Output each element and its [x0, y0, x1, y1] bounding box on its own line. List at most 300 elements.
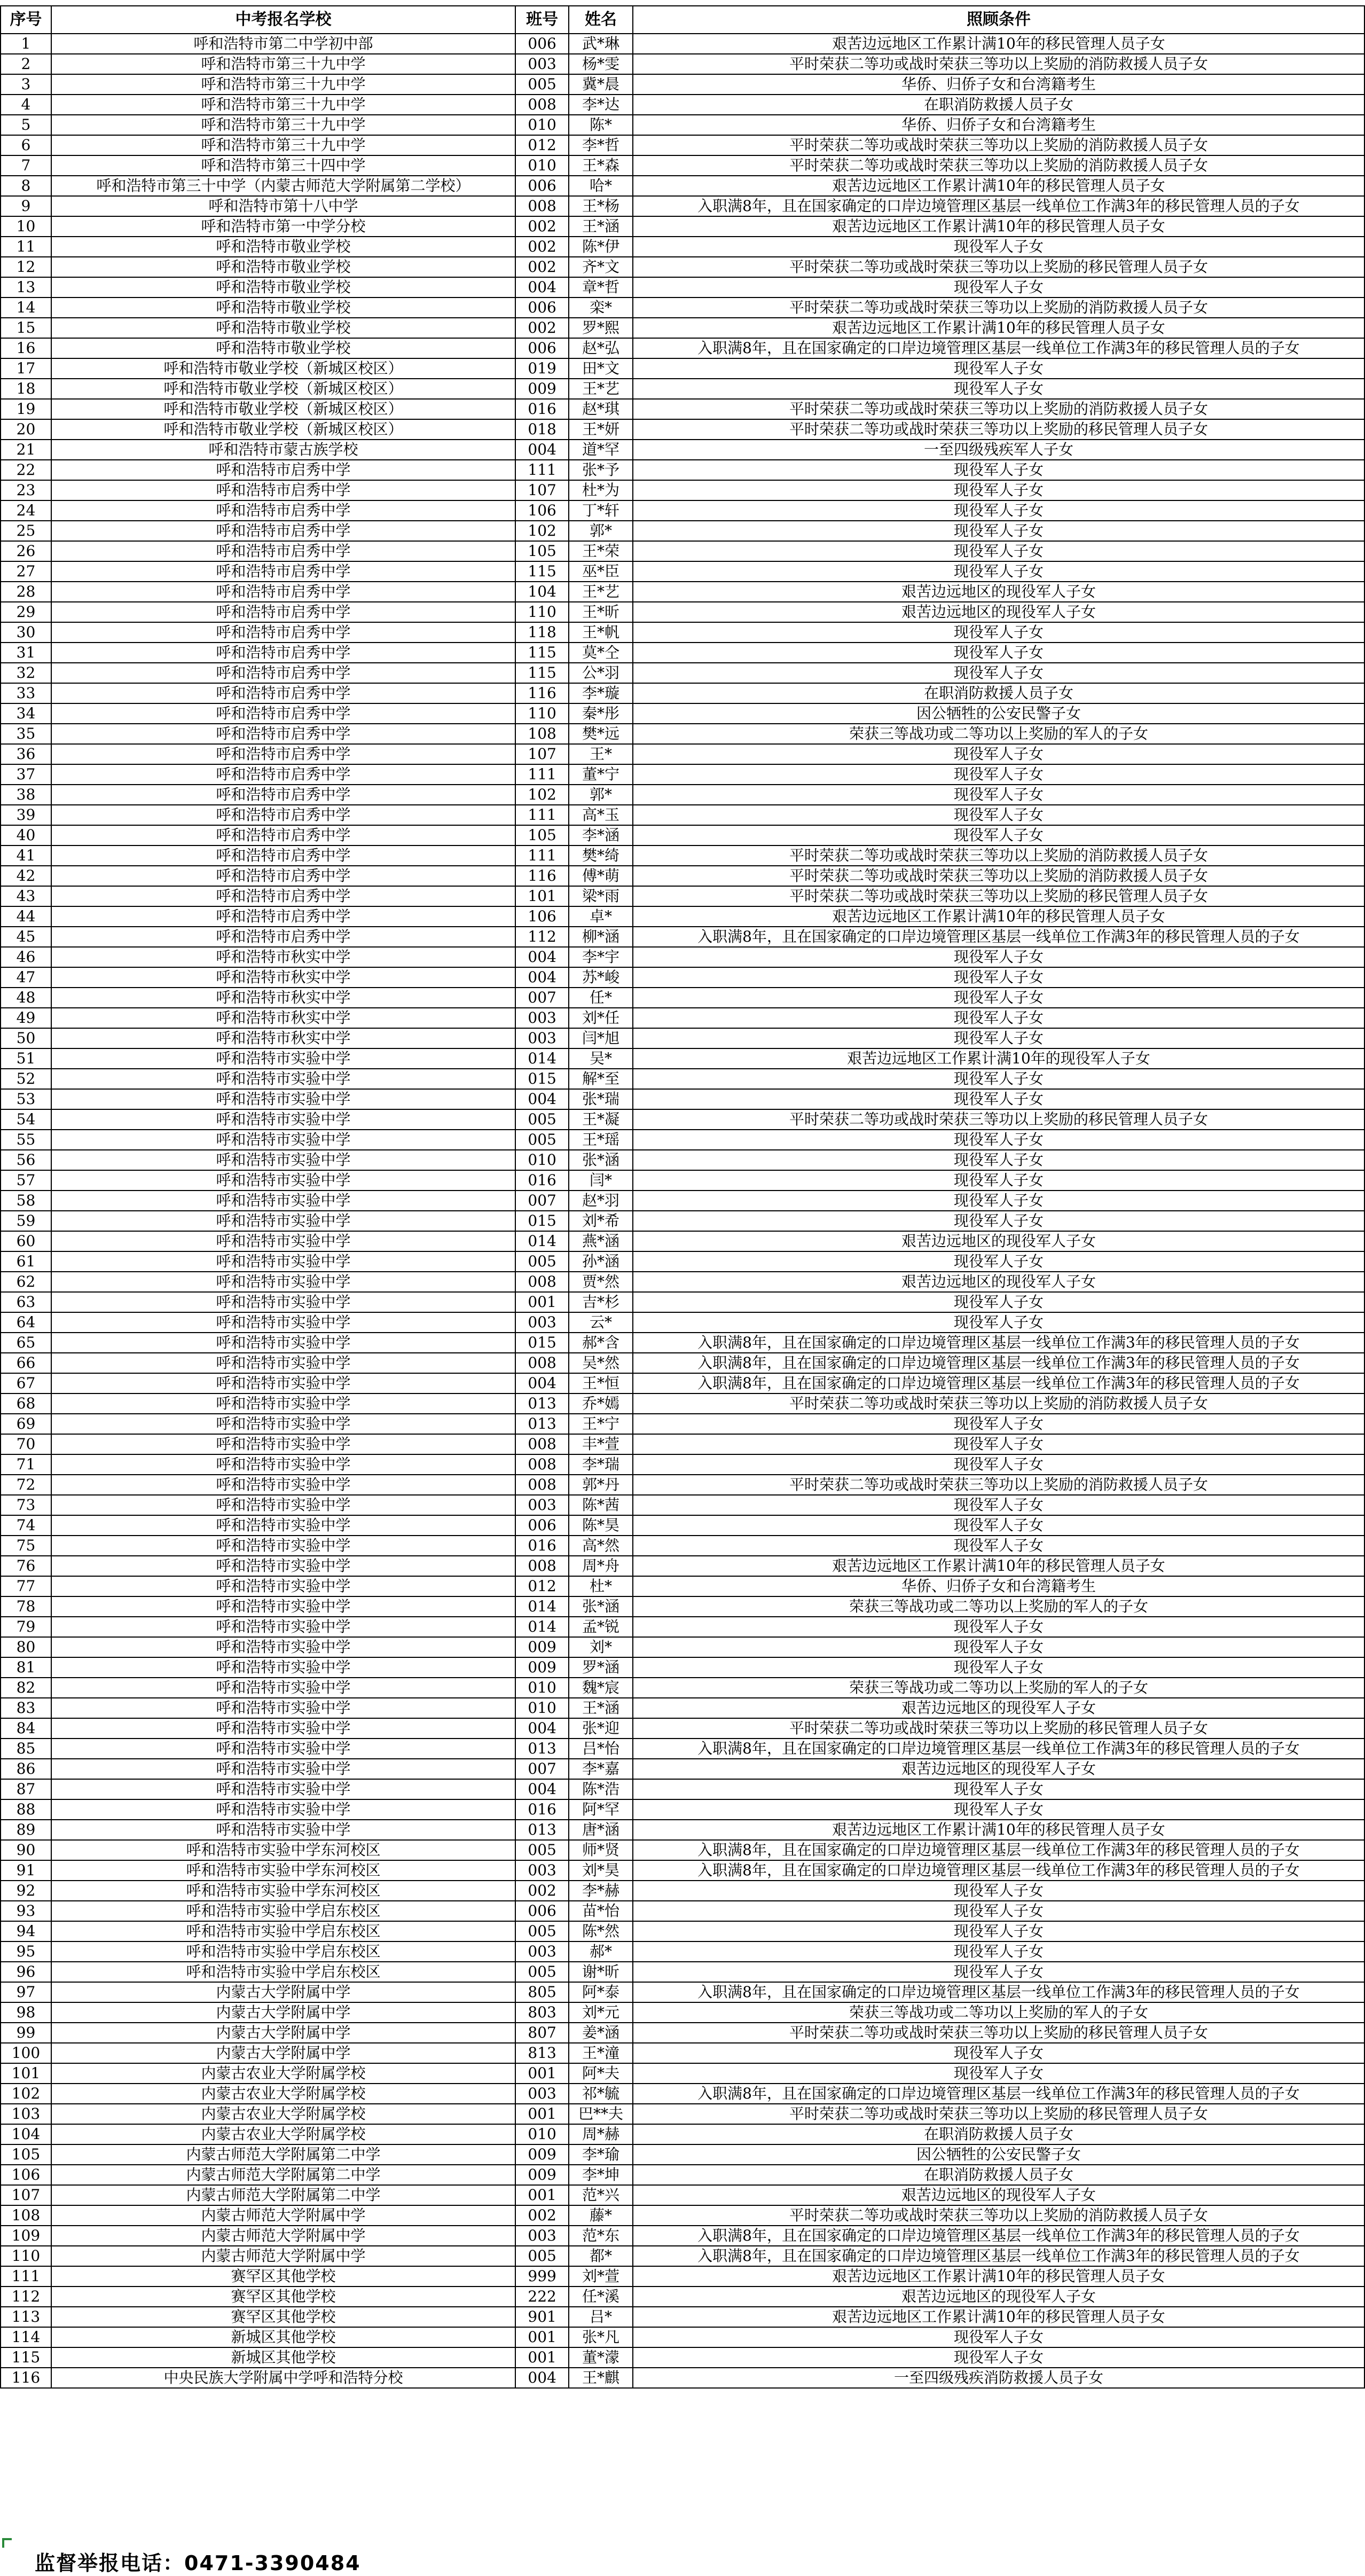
- cell-condition: 艰苦边远地区的现役军人子女: [633, 1272, 1364, 1292]
- cell-index: 60: [1, 1231, 51, 1251]
- cell-condition: 一至四级残疾军人子女: [633, 440, 1364, 460]
- table-row: [1, 1678, 1364, 1698]
- cell-condition: 现役军人子女: [633, 805, 1364, 825]
- cell-condition: 平时荣获二等功或战时荣获三等功以上奖励的消防救援人员子女: [633, 1475, 1364, 1495]
- cell-class: 018: [515, 419, 569, 440]
- cell-name: 傅*萌: [569, 866, 633, 886]
- cell-index: 109: [1, 2226, 51, 2246]
- cell-condition: 现役军人子女: [633, 1028, 1364, 1048]
- cell-index: 103: [1, 2104, 51, 2124]
- cell-school: 呼和浩特市启秀中学: [51, 663, 515, 683]
- cell-name: 王*麒: [569, 2368, 633, 2388]
- cell-index: 107: [1, 2185, 51, 2205]
- cell-condition: 现役军人子女: [633, 358, 1364, 379]
- cell-name: 董*宁: [569, 764, 633, 785]
- cell-class: 015: [515, 1333, 569, 1353]
- cell-condition: 华侨、归侨子女和台湾籍考生: [633, 74, 1364, 95]
- cell-index: 18: [1, 379, 51, 399]
- cell-school: 赛罕区其他学校: [51, 2307, 515, 2327]
- cell-class: 013: [515, 1820, 569, 1840]
- cell-school: 呼和浩特市启秀中学: [51, 785, 515, 805]
- cell-school: 呼和浩特市第十八中学: [51, 196, 515, 216]
- cell-class: 803: [515, 2002, 569, 2023]
- cell-school: 呼和浩特市实验中学启东校区: [51, 1962, 515, 1982]
- table-row: [1, 257, 1364, 277]
- table-row: [1, 1048, 1364, 1069]
- cell-class: 010: [515, 2124, 569, 2144]
- table-row: [1, 663, 1364, 683]
- table-row: [1, 582, 1364, 602]
- cell-index: 26: [1, 541, 51, 561]
- cell-name: 郭*: [569, 521, 633, 541]
- cell-index: 99: [1, 2023, 51, 2043]
- cell-school: 呼和浩特市启秀中学: [51, 602, 515, 622]
- cell-name: 王*艺: [569, 379, 633, 399]
- cell-index: 102: [1, 2084, 51, 2104]
- cell-school: 内蒙古大学附属中学: [51, 1982, 515, 2002]
- table-row: [1, 1393, 1364, 1414]
- cell-name: 阿*夫: [569, 2063, 633, 2084]
- cell-name: 孙*涵: [569, 1251, 633, 1272]
- cell-name: 李*宇: [569, 947, 633, 967]
- cell-name: 李*涵: [569, 825, 633, 845]
- cell-condition: 平时荣获二等功或战时荣获三等功以上奖励的消防救援人员子女: [633, 135, 1364, 155]
- cell-name: 道*罕: [569, 440, 633, 460]
- cell-school: 赛罕区其他学校: [51, 2287, 515, 2307]
- cell-class: 009: [515, 1637, 569, 1657]
- cell-condition: 艰苦边远地区的现役军人子女: [633, 2287, 1364, 2307]
- cell-class: 016: [515, 1799, 569, 1820]
- cell-condition: 入职满8年，且在国家确定的口岸边境管理区基层一线单位工作满3年的移民管理人员的子女: [633, 1840, 1364, 1860]
- cell-class: 013: [515, 1739, 569, 1759]
- cell-class: 007: [515, 1759, 569, 1779]
- cell-class: 115: [515, 643, 569, 663]
- cell-class: 106: [515, 906, 569, 927]
- cell-name: 任*溪: [569, 2287, 633, 2307]
- cell-condition: 现役军人子女: [633, 277, 1364, 297]
- cell-class: 013: [515, 1414, 569, 1434]
- table-row: [1, 1596, 1364, 1617]
- cell-index: 96: [1, 1962, 51, 1982]
- cell-class: 008: [515, 1475, 569, 1495]
- cell-index: 62: [1, 1272, 51, 1292]
- cell-name: 陈*茜: [569, 1495, 633, 1515]
- cell-name: 王*帆: [569, 622, 633, 643]
- cell-index: 51: [1, 1048, 51, 1069]
- table-row: [1, 2063, 1364, 2084]
- cell-class: 008: [515, 95, 569, 115]
- table-row: [1, 1860, 1364, 1881]
- cell-index: 50: [1, 1028, 51, 1048]
- cell-name: 莫*仝: [569, 643, 633, 663]
- cell-index: 70: [1, 1434, 51, 1454]
- table-row: [1, 155, 1364, 176]
- table-row: [1, 1475, 1364, 1495]
- cell-condition: 现役军人子女: [633, 1779, 1364, 1799]
- cell-condition: 在职消防救援人员子女: [633, 2124, 1364, 2144]
- cell-condition: 现役军人子女: [633, 1251, 1364, 1272]
- cell-class: 222: [515, 2287, 569, 2307]
- cell-condition: 艰苦边远地区工作累计满10年的移民管理人员子女: [633, 318, 1364, 338]
- cell-index: 79: [1, 1617, 51, 1637]
- cell-school: 内蒙古师范大学附属中学: [51, 2226, 515, 2246]
- cell-name: 云*: [569, 1312, 633, 1333]
- table-row: [1, 703, 1364, 724]
- table-row: [1, 1191, 1364, 1211]
- cell-class: 016: [515, 399, 569, 419]
- cell-school: 呼和浩特市实验中学: [51, 1109, 515, 1130]
- table-row: [1, 683, 1364, 703]
- cell-index: 21: [1, 440, 51, 460]
- cell-index: 35: [1, 724, 51, 744]
- table-row: [1, 1820, 1364, 1840]
- cell-index: 78: [1, 1596, 51, 1617]
- table-row: [1, 95, 1364, 115]
- cell-index: 16: [1, 338, 51, 358]
- table-row: [1, 1617, 1364, 1637]
- table-row: [1, 460, 1364, 480]
- table-row: [1, 1454, 1364, 1475]
- cell-school: 呼和浩特市启秀中学: [51, 541, 515, 561]
- table-row: [1, 480, 1364, 500]
- cell-index: 87: [1, 1779, 51, 1799]
- cell-school: 呼和浩特市第一中学分校: [51, 216, 515, 237]
- cell-name: 郭*: [569, 785, 633, 805]
- cell-name: 张*涵: [569, 1596, 633, 1617]
- cell-class: 004: [515, 967, 569, 988]
- cell-condition: 艰苦边远地区的现役军人子女: [633, 1759, 1364, 1779]
- cell-name: 王*瑶: [569, 1130, 633, 1150]
- cell-class: 807: [515, 2023, 569, 2043]
- cell-school: 呼和浩特市敬业学校: [51, 338, 515, 358]
- cell-name: 乔*嫣: [569, 1393, 633, 1414]
- cell-corner-marker: [2, 2538, 12, 2548]
- cell-index: 101: [1, 2063, 51, 2084]
- cell-condition: 现役军人子女: [633, 1536, 1364, 1556]
- cell-index: 29: [1, 602, 51, 622]
- cell-name: 藤*: [569, 2205, 633, 2226]
- cell-class: 002: [515, 1881, 569, 1901]
- cell-name: 吉*杉: [569, 1292, 633, 1312]
- table-row: [1, 338, 1364, 358]
- cell-class: 115: [515, 561, 569, 582]
- cell-name: 杜*为: [569, 480, 633, 500]
- table-row: [1, 2124, 1364, 2144]
- table-row: [1, 399, 1364, 419]
- cell-condition: 现役军人子女: [633, 1941, 1364, 1962]
- cell-condition: 一至四级残疾消防救援人员子女: [633, 2368, 1364, 2388]
- cell-class: 003: [515, 54, 569, 74]
- cell-condition: 现役军人子女: [633, 1434, 1364, 1454]
- cell-class: 003: [515, 2084, 569, 2104]
- cell-class: 116: [515, 683, 569, 703]
- cell-index: 57: [1, 1170, 51, 1191]
- cell-name: 燕*涵: [569, 1231, 633, 1251]
- cell-class: 003: [515, 2226, 569, 2246]
- cell-condition: 入职满8年，且在国家确定的口岸边境管理区基层一线单位工作满3年的移民管理人员的子女: [633, 338, 1364, 358]
- table-row: [1, 1901, 1364, 1921]
- cell-name: 阿*罕: [569, 1799, 633, 1820]
- cell-condition: 平时荣获二等功或战时荣获三等功以上奖励的移民管理人员子女: [633, 257, 1364, 277]
- table-row: [1, 176, 1364, 196]
- table-row: [1, 1130, 1364, 1150]
- cell-school: 呼和浩特市实验中学: [51, 1454, 515, 1475]
- cell-name: 齐*文: [569, 257, 633, 277]
- cell-condition: 平时荣获二等功或战时荣获三等功以上奖励的消防救援人员子女: [633, 1393, 1364, 1414]
- table-row: [1, 277, 1364, 297]
- cell-index: 4: [1, 95, 51, 115]
- cell-school: 呼和浩特市实验中学: [51, 1637, 515, 1657]
- cell-school: 呼和浩特市实验中学东河校区: [51, 1840, 515, 1860]
- cell-condition: 艰苦边远地区工作累计满10年的现役军人子女: [633, 1048, 1364, 1069]
- table-row: [1, 1921, 1364, 1941]
- cell-school: 呼和浩特市实验中学: [51, 1475, 515, 1495]
- cell-school: 呼和浩特市启秀中学: [51, 866, 515, 886]
- cell-name: 王*艺: [569, 582, 633, 602]
- table-row: [1, 1576, 1364, 1596]
- cell-name: 李*达: [569, 95, 633, 115]
- cell-condition: 因公牺牲的公安民警子女: [633, 2144, 1364, 2165]
- cell-class: 108: [515, 724, 569, 744]
- cell-index: 34: [1, 703, 51, 724]
- cell-index: 27: [1, 561, 51, 582]
- cell-class: 015: [515, 1069, 569, 1089]
- cell-school: 呼和浩特市第三十九中学: [51, 54, 515, 74]
- cell-name: 哈*: [569, 176, 633, 196]
- cell-name: 王*: [569, 744, 633, 764]
- cell-class: 111: [515, 460, 569, 480]
- cell-name: 李*哲: [569, 135, 633, 155]
- table-row: [1, 1739, 1364, 1759]
- cell-condition: 现役军人子女: [633, 663, 1364, 683]
- cell-condition: 荣获三等战功或二等功以上奖励的军人的子女: [633, 1596, 1364, 1617]
- cell-name: 李*坤: [569, 2165, 633, 2185]
- cell-class: 010: [515, 1698, 569, 1718]
- cell-index: 44: [1, 906, 51, 927]
- cell-index: 54: [1, 1109, 51, 1130]
- cell-index: 11: [1, 237, 51, 257]
- cell-index: 77: [1, 1576, 51, 1596]
- cell-index: 115: [1, 2347, 51, 2368]
- cell-condition: 现役军人子女: [633, 1901, 1364, 1921]
- cell-school: 呼和浩特市第二中学初中部: [51, 34, 515, 54]
- cell-class: 001: [515, 2347, 569, 2368]
- cell-school: 呼和浩特市实验中学: [51, 1718, 515, 1739]
- cell-class: 002: [515, 216, 569, 237]
- cell-name: 魏*宸: [569, 1678, 633, 1698]
- cell-school: 呼和浩特市实验中学: [51, 1089, 515, 1109]
- cell-name: 吴*然: [569, 1353, 633, 1373]
- table-row: [1, 1434, 1364, 1454]
- cell-condition: 平时荣获二等功或战时荣获三等功以上奖励的消防救援人员子女: [633, 155, 1364, 176]
- table-row: [1, 2144, 1364, 2165]
- cell-class: 002: [515, 2205, 569, 2226]
- cell-name: 刘*任: [569, 1008, 633, 1028]
- cell-index: 86: [1, 1759, 51, 1779]
- cell-index: 52: [1, 1069, 51, 1089]
- cell-school: 呼和浩特市启秀中学: [51, 683, 515, 703]
- cell-index: 28: [1, 582, 51, 602]
- cell-school: 呼和浩特市第三十四中学: [51, 155, 515, 176]
- cell-condition: 艰苦边远地区工作累计满10年的移民管理人员子女: [633, 216, 1364, 237]
- cell-school: 呼和浩特市秋实中学: [51, 988, 515, 1008]
- cell-school: 呼和浩特市第三十中学（内蒙古师范大学附属第二学校）: [51, 176, 515, 196]
- cell-name: 闫*: [569, 1170, 633, 1191]
- cell-class: 107: [515, 744, 569, 764]
- table-row: [1, 927, 1364, 947]
- table-row: [1, 379, 1364, 399]
- cell-name: 王*荣: [569, 541, 633, 561]
- cell-index: 41: [1, 845, 51, 866]
- cell-condition: 现役军人子女: [633, 1799, 1364, 1820]
- cell-index: 59: [1, 1211, 51, 1231]
- cell-school: 呼和浩特市启秀中学: [51, 703, 515, 724]
- cell-class: 106: [515, 500, 569, 521]
- cell-school: 呼和浩特市敬业学校（新城区校区）: [51, 419, 515, 440]
- cell-condition: 华侨、归侨子女和台湾籍考生: [633, 115, 1364, 135]
- cell-index: 31: [1, 643, 51, 663]
- cell-name: 吕*: [569, 2307, 633, 2327]
- cell-class: 013: [515, 1393, 569, 1414]
- cell-condition: 艰苦边远地区工作累计满10年的移民管理人员子女: [633, 2266, 1364, 2287]
- header-school: 中考报名学校: [51, 6, 515, 34]
- cell-name: 王*妍: [569, 419, 633, 440]
- cell-class: 019: [515, 358, 569, 379]
- cell-index: 40: [1, 825, 51, 845]
- cell-school: 呼和浩特市启秀中学: [51, 886, 515, 906]
- table-row: [1, 805, 1364, 825]
- cell-condition: 现役军人子女: [633, 622, 1364, 643]
- cell-name: 吴*: [569, 1048, 633, 1069]
- cell-index: 116: [1, 2368, 51, 2388]
- cell-condition: 荣获三等战功或二等功以上奖励的军人的子女: [633, 2002, 1364, 2023]
- cell-name: 杨*雯: [569, 54, 633, 74]
- cell-condition: 平时荣获二等功或战时荣获三等功以上奖励的移民管理人员子女: [633, 1718, 1364, 1739]
- cell-class: 003: [515, 1312, 569, 1333]
- cell-condition: 现役军人子女: [633, 1637, 1364, 1657]
- table-body: [1, 34, 1364, 2388]
- cell-name: 陈*: [569, 115, 633, 135]
- table-row: [1, 886, 1364, 906]
- table-row: [1, 135, 1364, 155]
- table-row: [1, 1251, 1364, 1272]
- table-row: [1, 237, 1364, 257]
- cell-condition: 平时荣获二等功或战时荣获三等功以上奖励的移民管理人员子女: [633, 2104, 1364, 2124]
- cell-name: 王*宁: [569, 1414, 633, 1434]
- table-row: [1, 825, 1364, 845]
- cell-class: 009: [515, 2165, 569, 2185]
- cell-condition: 在职消防救援人员子女: [633, 683, 1364, 703]
- cell-condition: 现役军人子女: [633, 947, 1364, 967]
- cell-index: 5: [1, 115, 51, 135]
- header-condition: 照顾条件: [633, 6, 1364, 34]
- cell-condition: 现役军人子女: [633, 561, 1364, 582]
- cell-name: 赵*弘: [569, 338, 633, 358]
- cell-index: 1: [1, 34, 51, 54]
- cell-school: 内蒙古农业大学附属学校: [51, 2124, 515, 2144]
- cell-condition: 现役军人子女: [633, 1454, 1364, 1475]
- cell-index: 75: [1, 1536, 51, 1556]
- table-row: [1, 1779, 1364, 1799]
- cell-name: 孟*锐: [569, 1617, 633, 1637]
- cell-condition: 现役军人子女: [633, 2327, 1364, 2347]
- cell-class: 009: [515, 2144, 569, 2165]
- cell-name: 罗*熙: [569, 318, 633, 338]
- cell-index: 110: [1, 2246, 51, 2266]
- table-row: [1, 1089, 1364, 1109]
- cell-condition: 艰苦边远地区的现役军人子女: [633, 582, 1364, 602]
- table-row: [1, 1373, 1364, 1393]
- cell-condition: 现役军人子女: [633, 2063, 1364, 2084]
- cell-name: 范*兴: [569, 2185, 633, 2205]
- cell-condition: 华侨、归侨子女和台湾籍考生: [633, 1576, 1364, 1596]
- cell-name: 王*凝: [569, 1109, 633, 1130]
- cell-name: 董*濛: [569, 2347, 633, 2368]
- cell-index: 93: [1, 1901, 51, 1921]
- cell-school: 呼和浩特市敬业学校: [51, 257, 515, 277]
- table-row: [1, 318, 1364, 338]
- cell-class: 004: [515, 1779, 569, 1799]
- table-row: [1, 1718, 1364, 1739]
- table-row: [1, 1637, 1364, 1657]
- cell-name: 刘*元: [569, 2002, 633, 2023]
- table-row: [1, 1881, 1364, 1901]
- cell-name: 赵*羽: [569, 1191, 633, 1211]
- cell-index: 91: [1, 1860, 51, 1881]
- cell-class: 111: [515, 805, 569, 825]
- cell-index: 73: [1, 1495, 51, 1515]
- cell-class: 004: [515, 1373, 569, 1393]
- cell-class: 002: [515, 257, 569, 277]
- cell-class: 006: [515, 297, 569, 318]
- cell-index: 48: [1, 988, 51, 1008]
- cell-name: 李*瑞: [569, 1454, 633, 1475]
- cell-index: 2: [1, 54, 51, 74]
- cell-name: 梁*雨: [569, 886, 633, 906]
- cell-name: 张*予: [569, 460, 633, 480]
- cell-school: 呼和浩特市实验中学: [51, 1495, 515, 1515]
- cell-school: 呼和浩特市实验中学: [51, 1272, 515, 1292]
- cell-condition: 艰苦边远地区工作累计满10年的移民管理人员子女: [633, 2307, 1364, 2327]
- cell-class: 010: [515, 115, 569, 135]
- cell-school: 呼和浩特市敬业学校: [51, 318, 515, 338]
- table-row: [1, 115, 1364, 135]
- cell-condition: 艰苦边远地区工作累计满10年的移民管理人员子女: [633, 1556, 1364, 1576]
- cell-condition: 平时荣获二等功或战时荣获三等功以上奖励的消防救援人员子女: [633, 54, 1364, 74]
- cell-index: 89: [1, 1820, 51, 1840]
- cell-name: 田*文: [569, 358, 633, 379]
- cell-name: 王*恒: [569, 1373, 633, 1393]
- cell-condition: 现役军人子女: [633, 500, 1364, 521]
- cell-school: 内蒙古农业大学附属学校: [51, 2084, 515, 2104]
- cell-condition: 平时荣获二等功或战时荣获三等功以上奖励的消防救援人员子女: [633, 845, 1364, 866]
- table-row: [1, 744, 1364, 764]
- cell-class: 102: [515, 785, 569, 805]
- cell-school: 呼和浩特市启秀中学: [51, 460, 515, 480]
- cell-school: 呼和浩特市实验中学: [51, 1048, 515, 1069]
- cell-index: 61: [1, 1251, 51, 1272]
- cell-class: 006: [515, 34, 569, 54]
- cell-name: 谢*昕: [569, 1962, 633, 1982]
- cell-index: 97: [1, 1982, 51, 2002]
- cell-class: 002: [515, 237, 569, 257]
- cell-school: 呼和浩特市启秀中学: [51, 500, 515, 521]
- cell-class: 005: [515, 1251, 569, 1272]
- table-row: [1, 724, 1364, 744]
- cell-class: 111: [515, 764, 569, 785]
- cell-condition: 现役军人子女: [633, 2347, 1364, 2368]
- cell-school: 呼和浩特市实验中学: [51, 1393, 515, 1414]
